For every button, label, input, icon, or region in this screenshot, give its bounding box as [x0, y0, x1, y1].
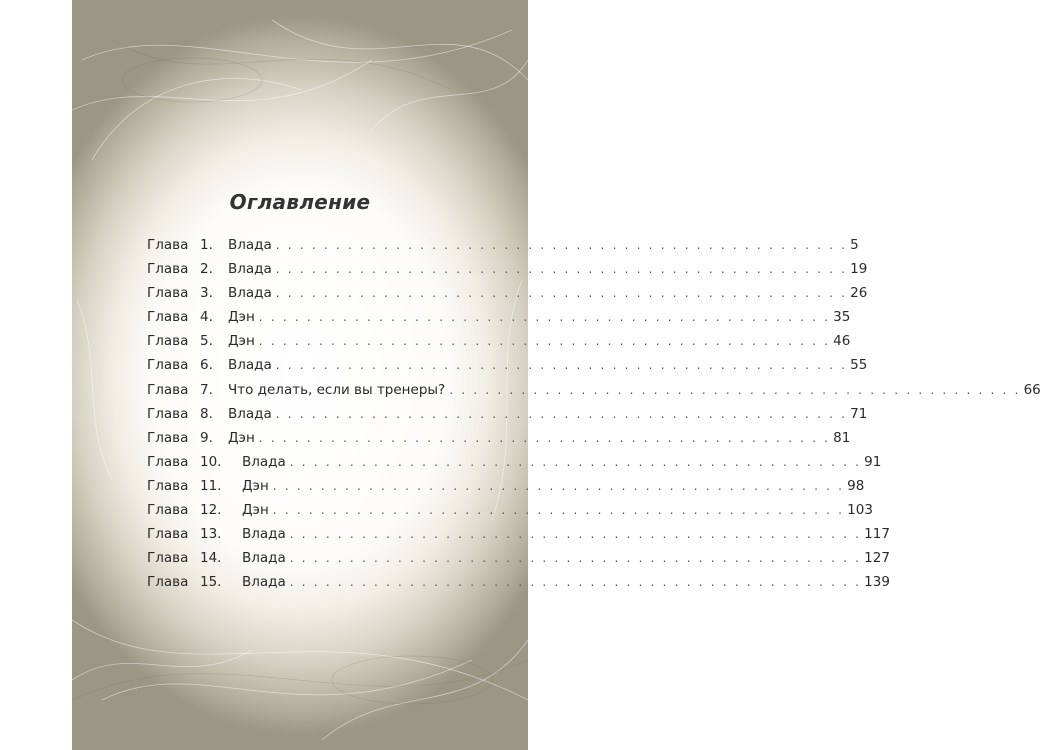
chapter-number: 12.	[200, 502, 222, 519]
chapter-number: 1.	[200, 237, 213, 253]
dot-leader	[273, 503, 844, 517]
dot-leader	[259, 334, 830, 348]
chapter-word: Глава	[147, 333, 189, 350]
chapter-name: Влада	[228, 237, 272, 253]
page-number: 139	[864, 574, 890, 591]
chapter-number: 7.	[200, 381, 213, 398]
toc-list	[147, 237, 1041, 598]
chapter-word: Глава	[147, 574, 189, 591]
dot-leader	[290, 551, 861, 565]
chapter-number: 11.	[200, 477, 222, 494]
chapter-name: Влада	[228, 261, 272, 278]
chapter-number: 3.	[200, 285, 213, 302]
dot-leader	[276, 358, 847, 372]
dot-leader	[290, 575, 861, 589]
dot-leader	[276, 407, 847, 421]
dot-leader	[276, 238, 847, 252]
toc-entry-8	[147, 405, 868, 430]
chapter-name: Влада	[228, 405, 272, 422]
book-page	[72, 0, 1041, 750]
chapter-number: 2.	[200, 261, 213, 278]
chapter-name: Дэн	[242, 502, 269, 519]
chapter-number: 9.	[200, 429, 213, 446]
page-number: 91	[864, 453, 882, 470]
chapter-word: Глава	[147, 550, 189, 567]
chapter-name: Влада	[228, 285, 272, 302]
page-number: 127	[864, 550, 890, 567]
page-number: 98	[847, 477, 865, 494]
chapter-name: Влада	[242, 453, 286, 470]
chapter-word: Глава	[147, 405, 189, 422]
dot-leader	[290, 455, 861, 469]
dot-leader	[273, 479, 844, 493]
chapter-name: Влада	[242, 574, 286, 591]
chapter-number: 6.	[200, 357, 213, 374]
toc-entry-1	[147, 237, 859, 261]
page-number: 55	[850, 357, 868, 374]
page-number: 35	[833, 309, 851, 326]
chapter-name: Дэн	[228, 333, 255, 350]
page-number: 5	[850, 237, 859, 253]
dot-leader	[449, 383, 1020, 397]
chapter-number: 10.	[200, 453, 222, 470]
toc-entry-14	[147, 550, 890, 574]
chapter-number: 5.	[200, 333, 213, 350]
dot-leader	[259, 431, 830, 445]
toc-entry-11	[147, 477, 865, 502]
toc-entry-12	[147, 502, 873, 526]
toc-entry-4	[147, 309, 851, 333]
toc-entry-7	[147, 381, 1041, 406]
toc-entry-15	[147, 574, 890, 598]
chapter-name: Дэн	[242, 477, 269, 494]
page-number: 26	[850, 285, 868, 302]
page-number: 117	[864, 526, 890, 543]
toc-entry-9	[147, 429, 851, 454]
chapter-word: Глава	[147, 285, 189, 302]
page-number: 66	[1023, 381, 1041, 398]
chapter-word: Глава	[147, 357, 189, 374]
page-number: 81	[833, 429, 851, 446]
page-number: 103	[847, 502, 873, 519]
chapter-word: Глава	[147, 381, 189, 398]
toc-entry-3	[147, 285, 868, 309]
chapter-name: Дэн	[228, 309, 255, 326]
toc-entry-5	[147, 333, 851, 357]
toc-entry-10	[147, 453, 882, 478]
chapter-word: Глава	[147, 526, 189, 543]
dot-leader	[276, 286, 847, 300]
chapter-word: Глава	[147, 429, 189, 446]
chapter-name: Дэн	[228, 429, 255, 446]
page-number: 46	[833, 333, 851, 350]
page-number: 19	[850, 261, 868, 278]
chapter-word: Глава	[147, 453, 189, 470]
toc-entry-2	[147, 261, 868, 285]
chapter-name: Что делать, если вы тренеры?	[228, 381, 446, 398]
dot-leader	[276, 262, 847, 276]
toc-title: Оглавление	[229, 190, 371, 214]
chapter-name: Влада	[228, 357, 272, 374]
chapter-number: 4.	[200, 309, 213, 326]
chapter-word: Глава	[147, 261, 189, 278]
chapter-number: 8.	[200, 405, 213, 422]
chapter-word: Глава	[147, 309, 189, 326]
dot-leader	[290, 527, 861, 541]
chapter-number: 14.	[200, 550, 222, 567]
toc-entry-13	[147, 526, 890, 550]
chapter-number: 15.	[200, 574, 222, 591]
chapter-name: Влада	[242, 550, 286, 567]
chapter-word: Глава	[147, 477, 189, 494]
chapter-word: Глава	[147, 237, 189, 253]
chapter-number: 13.	[200, 526, 222, 543]
chapter-name: Влада	[242, 526, 286, 543]
toc-entry-6	[147, 357, 868, 381]
dot-leader	[259, 310, 830, 324]
page-number: 71	[850, 405, 868, 422]
chapter-word: Глава	[147, 502, 189, 519]
